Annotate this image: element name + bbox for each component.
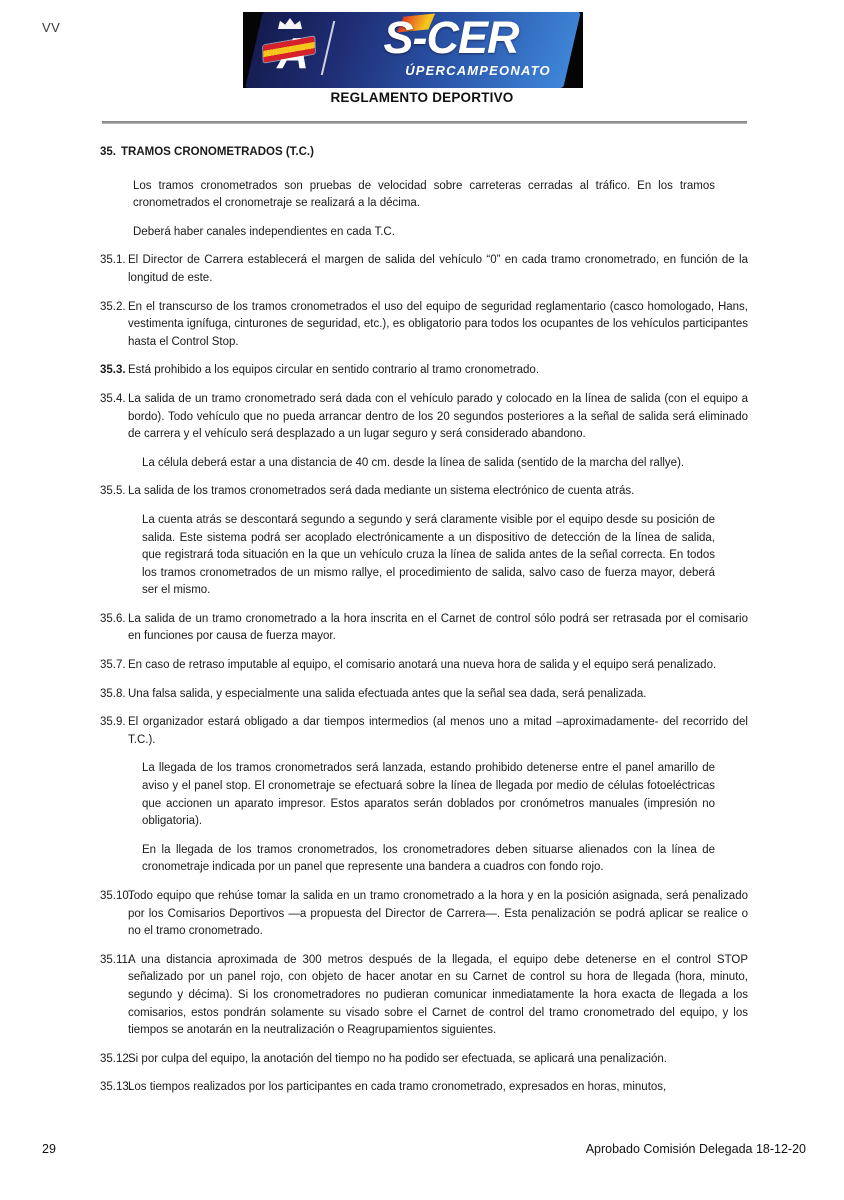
clause-35-5 [100,483,748,501]
clause-text: La salida de un tramo cronometrado será dada con el vehículo parado y colocado en la línea de salida (con el equipo a bordo). Todo vehículo que no pueda arrancar dentro de los 20 segundos posteriores a la señal de salida será eliminado de carrera y el vehículo será desplazado a un lugar seguro y será considerado abandono. [128,392,748,441]
clause-35-9 [100,714,748,749]
clause-35-7 [100,657,748,675]
clause-number: 35.8. [100,687,126,700]
clause-35-4 [100,391,748,444]
rfeda-emblem [261,17,319,83]
clause-text: En caso de retraso imputable al equipo, el comisario anotará una nueva hora de salida y el equipo será penalizado. [128,659,717,672]
clause-35-12 [100,1051,748,1069]
clause-35-8 [100,686,748,704]
intro-paragraph: Los tramos cronometrados son pruebas de velocidad sobre carreteras cerradas al tráfico. En los tramos cronometrados el cronometraje se realizará a la décima. [133,179,715,210]
clause-text: Todo equipo que rehúse tomar la salida en un tramo cronometrado a la hora y en la posición asignada, será penalizado por los Comisarios Deportivos —a propuesta del Director de Carrera—. Esta penalización se podrá aplicar se realice o no el tramo cronometrado. [128,890,748,938]
clause-number: 35.3. [100,364,126,377]
clause-35-2 [100,299,748,352]
clause-35-3 [100,362,748,380]
clause-number: 35.12. [100,1052,132,1065]
clause-text: Los tiempos realizados por los participantes en cada tramo cronometrado, expresados en horas, minutos, [128,1081,667,1094]
clause-text: La salida de un tramo cronometrado a la hora inscrita en el Carnet de control sólo podrá ser retrasada por el comisario en funciones por causa de fuerza mayor. [128,612,748,643]
clause-text: Está prohibido a los equipos circular en sentido contrario al tramo cronometrado. [128,364,540,377]
section-number: 35. [100,146,116,158]
clause-text: El organizador estará obligado a dar tiempos intermedios (al menos uno a mitad –aproximadamente- del recorrido del T.C.). [128,716,748,746]
clause-number: 35.11. [100,953,132,966]
approval-note: Aprobado Comisión Delegada 18-12-20 [585,1142,806,1156]
clause-35-10 [100,888,748,941]
clause-text: Si por culpa del equipo, la anotación del tiempo no ha podido ser efectuada, se aplicará una penalización. [128,1052,667,1065]
clause-text: En el transcurso de los tramos cronometrados el uso del equipo de seguridad reglamentario (casco homologado, Hans, vestimenta ignífuga, cinturones de seguridad, etc.), es obligatorio para todos los ocupantes de los vehículos participantes hasta el Control Stop. [128,300,748,348]
section-title: TRAMOS CRONOMETRADOS (T.C.) [121,146,314,158]
clause-number: 35.7. [100,659,126,672]
logo-subtext: ÚPERCAMPEONATO [405,63,551,78]
clause-35-6 [100,611,748,646]
sub-paragraph: La célula deberá estar a una distancia de 40 cm. desde la línea de salida (sentido de la marcha del rallye). [142,456,685,469]
clause-number: 35.1. [100,254,126,267]
document-title: REGLAMENTO DEPORTIVO [330,90,514,105]
clause-text: Una falsa salida, y especialmente una salida efectuada antes que la señal sea dada, será penalizada. [128,687,647,700]
clause-text: A una distancia aproximada de 300 metros después de la llegada, el equipo debe detenerse en el control STOP señalizado por un panel rojo, con objeto de hacer anotar en su Carnet de control su hora de llegada (hora, minuto, segundo y décima). Si los cronometradores no pudieran comunicar inmediatamente la hora exacta de llegada a los comisarios, estos pondrán solamente su visado sobre el Carnet de control del tramo cronometrado del equipo, y los tiempos se anotarán en la neutralización o Reagrupamientos siguientes. [128,953,748,1037]
clause-35-1 [100,252,748,287]
clause-35-13 [100,1079,748,1097]
clause-number: 35.5. [100,485,126,498]
clause-number: 35.13. [100,1081,132,1094]
logo-wordmark: S-CER [383,12,519,63]
scer-logo [243,12,583,88]
clause-number: 35.10. [100,890,132,902]
sub-paragraph: En la llegada de los tramos cronometrados, los cronometradores deben situarse alienados con la línea de cronometraje indicada por un panel que represente una bandera a cuadros con fondo rojo. [142,843,715,874]
clause-number: 35.9. [100,716,126,729]
clause-number: 35.4. [100,392,126,405]
section-heading [100,144,748,162]
corner-mark: VV [42,20,61,35]
clause-text: La salida de los tramos cronometrados será dada mediante un sistema electrónico de cuenta atrás. [128,485,635,498]
header-divider [102,121,747,124]
intro-paragraph: Deberá haber canales independientes en cada T.C. [133,225,395,238]
clause-number: 35.2. [100,300,126,313]
clause-35-11 [100,952,748,1040]
sub-paragraph: La llegada de los tramos cronometrados será lanzada, estando prohibido detenerse entre el panel amarillo de aviso y el panel stop. El cronometraje se efectuará sobre la línea de llegada por medio de células fotoeléctricas que accionen un aparato impresor. Estos aparatos serán doblados por cronómetros manuales (impresión no obligatoria). [142,762,715,828]
clause-number: 35.6. [100,612,126,625]
clause-text: El Director de Carrera establecerá el margen de salida del vehículo “0” en cada tramo cronometrado, en función de la longitud de este. [128,254,748,284]
regulation-content [100,144,748,1108]
sub-paragraph: La cuenta atrás se descontará segundo a segundo y será claramente visible por el equipo desde su posición de salida. Este sistema podrá ser acoplado electrónicamente a un dispositivo de detección de la línea de salida, que registrará toda situación en la que un vehículo cruza la línea de salida antes de la señal correcta. En todos los tramos cronometrados de un mismo rallye, el procedimiento de salida, salvo caso de fuerza mayor, deberá ser el mismo. [142,513,715,597]
page-number: 29 [42,1142,56,1156]
